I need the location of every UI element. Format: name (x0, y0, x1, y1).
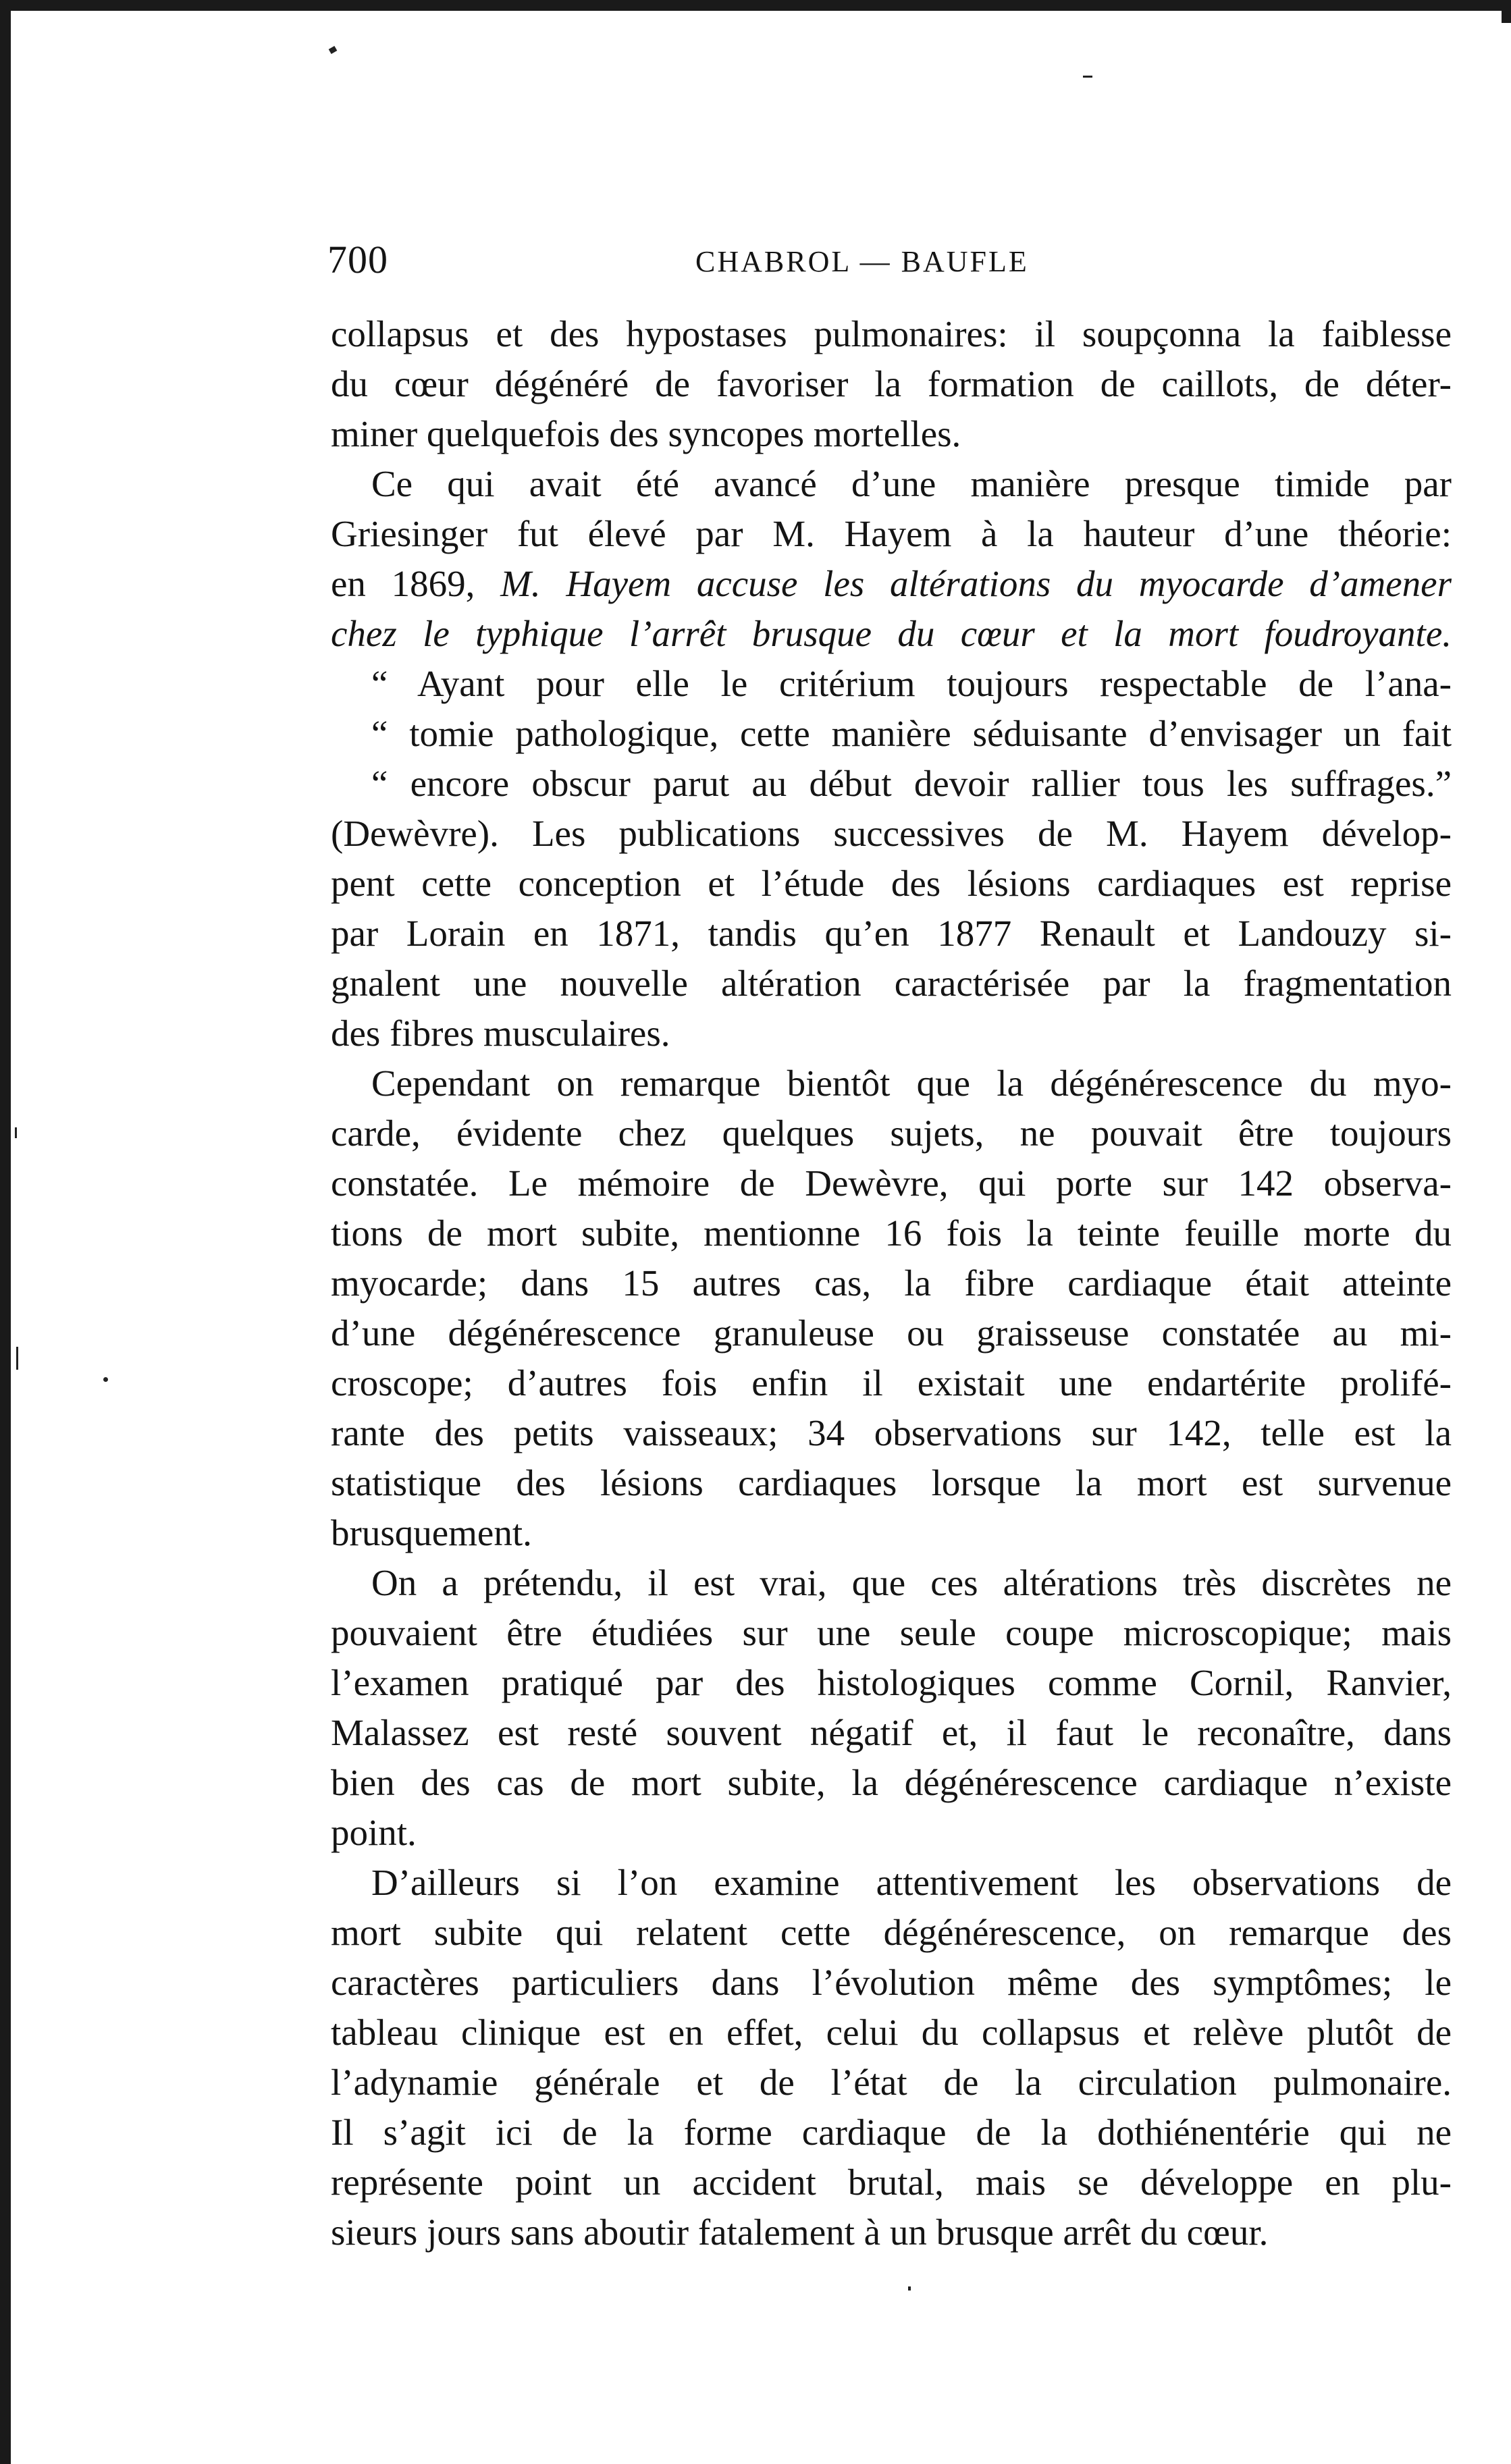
scan-speck (103, 1377, 108, 1382)
text-line-content: d’une dégénérescence granuleuse ou graisseuse constatée au mi- (331, 1312, 1452, 1354)
text-line-content: sieurs jours sans aboutir fatalement à un brusque arrêt du cœur. (331, 2212, 1269, 2253)
text-line-content: myocarde; dans 15 autres cas, la fibre cardiaque était atteinte (331, 1262, 1452, 1304)
text-line-content: caractères particuliers dans l’évolution même des symptômes; le (331, 1962, 1452, 2003)
text-line-content: bien des cas de mort subite, la dégénérescence cardiaque n’existe (331, 1762, 1452, 1803)
text-line (331, 1858, 1452, 1908)
text-line (331, 2058, 1452, 2108)
italic-text: chez le typhique l’arrêt brusque du cœur et la mort foudroyante. (331, 613, 1452, 654)
text-line (331, 1158, 1452, 1208)
text-line-content: croscope; d’autres fois enfin il existait une endartérite prolifé- (331, 1362, 1452, 1403)
page-number: 700 (327, 238, 388, 282)
text-line-content: statistique des lésions cardiaques lorsque la mort est survenue (331, 1462, 1452, 1503)
text-line-content: collapsus et des hypostases pulmonaires: il soupçonna la faiblesse (331, 313, 1452, 354)
text-line (331, 409, 1452, 459)
text-line (331, 1358, 1452, 1408)
text-line (331, 1009, 1452, 1059)
text-line-content: Ce qui avait été avancé d’une manière presque timide par (371, 463, 1452, 504)
text-line-content: Il s’agit ici de la forme cardiaque de la dothiénentérie qui ne (331, 2112, 1452, 2153)
text-line (331, 1508, 1452, 1558)
scan-speck (1083, 76, 1092, 78)
text-line-content: Griesinger fut élevé par M. Hayem à la hauteur d’une théorie: (331, 513, 1452, 554)
text-line-content: “ Ayant pour elle le critérium toujours respectable de l’ana- (371, 663, 1452, 704)
text-line-content: “ encore obscur parut au début devoir rallier tous les suffrages.” (371, 763, 1452, 804)
text-line (331, 2008, 1452, 2058)
text-line-content: tableau clinique est en effet, celui du collapsus et relève plutôt de (331, 2012, 1452, 2053)
text-line-content: On a prétendu, il est vrai, que ces altérations très discrètes ne (371, 1562, 1452, 1603)
scan-speck (16, 1347, 18, 1370)
text-line-content: l’examen pratiqué par des histologiques comme Cornil, Ranvier, (331, 1662, 1452, 1703)
text-line (331, 309, 1452, 359)
text-line (331, 709, 1452, 759)
text-line (331, 1608, 1452, 1658)
text-line (331, 1308, 1452, 1358)
scan-speck (908, 2286, 911, 2291)
text-line (331, 2108, 1452, 2158)
text-line-content: mort subite qui relatent cette dégénérescence, on remarque des (331, 1912, 1452, 1953)
text-line (331, 1108, 1452, 1158)
body-text (331, 309, 1452, 2257)
text-line-content: Cependant on remarque bientôt que la dégénérescence du myo- (371, 1063, 1452, 1104)
scan-speck (329, 46, 338, 54)
text-line-content: du cœur dégénéré de favoriser la formation de caillots, de déter- (331, 363, 1452, 404)
text-line-content: rante des petits vaisseaux; 34 observations sur 142, telle est la (331, 1412, 1452, 1453)
text-line (331, 1408, 1452, 1458)
text-line-content: miner quelquefois des syncopes mortelles. (331, 413, 961, 454)
text-line-content: “ tomie pathologique, cette manière séduisante d’envisager un fait (371, 713, 1452, 754)
text-line-content: Malassez est resté souvent négatif et, il faut le reconaître, dans (331, 1712, 1452, 1753)
scan-border-left (0, 0, 11, 2464)
scan-border-top (0, 0, 1511, 11)
scan-border-corner (1502, 0, 1511, 23)
text-line (331, 1808, 1452, 1858)
text-line (331, 1758, 1452, 1808)
text-line-content: (Dewèvre). Les publications successives de M. Hayem dévelop- (331, 813, 1452, 854)
text-line (331, 2158, 1452, 2207)
text-line (331, 1059, 1452, 1108)
text-line (331, 859, 1452, 909)
text-line-content: des fibres musculaires. (331, 1013, 670, 1054)
text-line (331, 1558, 1452, 1608)
text-line (331, 1208, 1452, 1258)
italic-text: M. Hayem accuse les altérations du myocarde d’amener (500, 563, 1452, 604)
text-line (331, 959, 1452, 1009)
text-line-content: pent cette conception et l’étude des lésions cardiaques est reprise (331, 863, 1452, 904)
text-line (331, 2207, 1452, 2257)
text-line-content: gnalent une nouvelle altération caractérisée par la fragmentation (331, 963, 1452, 1004)
text-line (331, 509, 1452, 559)
scan-speck (15, 1127, 17, 1138)
text-line-content: brusquement. (331, 1512, 532, 1553)
text-line (331, 359, 1452, 409)
text-line-content: pouvaient être étudiées sur une seule coupe microscopique; mais (331, 1612, 1452, 1653)
text-line-content: l’adynamie générale et de l’état de la circulation pulmonaire. (331, 2062, 1452, 2103)
text-line (331, 1658, 1452, 1708)
text-line (331, 1908, 1452, 1958)
text-line-content: point. (331, 1812, 417, 1853)
text-line-content: en 1869, (331, 563, 501, 604)
text-line-content: tions de mort subite, mentionne 16 fois la teinte feuille morte du (331, 1212, 1452, 1254)
text-line (331, 1958, 1452, 2008)
text-line (331, 809, 1452, 859)
text-line-content: D’ailleurs si l’on examine attentivement les observations de (371, 1862, 1452, 1903)
text-line-content: constatée. Le mémoire de Dewèvre, qui porte sur 142 observa- (331, 1162, 1452, 1204)
text-line-content: carde, évidente chez quelques sujets, ne pouvait être toujours (331, 1113, 1452, 1154)
text-line-content: par Lorain en 1871, tandis qu’en 1877 Renault et Landouzy si- (331, 913, 1452, 954)
text-line (331, 1258, 1452, 1308)
text-line (331, 559, 1452, 609)
text-line-content: représente point un accident brutal, mais se développe en plu- (331, 2162, 1452, 2203)
running-head: CHABROL — BAUFLE (695, 245, 1029, 278)
text-line (331, 609, 1452, 659)
text-line (331, 909, 1452, 959)
text-line (331, 459, 1452, 509)
text-line (331, 759, 1452, 809)
text-line (331, 1458, 1452, 1508)
text-line (331, 659, 1452, 709)
text-line (331, 1708, 1452, 1758)
